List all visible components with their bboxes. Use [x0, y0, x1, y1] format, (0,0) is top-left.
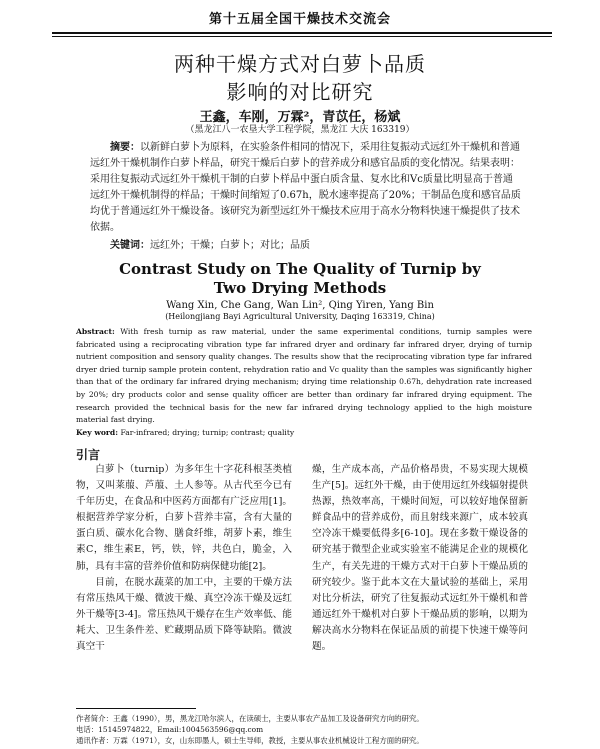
footnotes [76, 713, 536, 746]
header-rule-thick [52, 32, 552, 34]
footnote-contact: 电话：15145974822，Email:1004563596@qq.com [76, 725, 264, 734]
abstract-cn-label: 摘要： [110, 142, 140, 153]
abstract-cn [90, 140, 522, 236]
keywords-cn-text: 远红外；干燥；白萝卜；对比；品质 [150, 240, 310, 251]
abstract-en-text: With fresh turnip as raw material, under the same experimental conditions, turnip samples were fabricated using a reciprocating vibration type far infrared dryer and ordinary far infrared dryer, drying of turnip nutrient composition and sensory quality changes. The results show that the reciprocating vibration type far infrared dryer dried turnip sample protein content, rehydration ratio and Vc quality than the samples was significantly higher than that of the ordinary far infrared drying mechanism; drying time relationship 0.67h, dehydration rate increased by 20%; dry products color and sense quality officer are better than ordinary far infrared drying equipment. The research provided the technical basis for the new far infrared drying technology applied to the high moisture material fast drying. [76, 327, 532, 425]
authors-cn: 王鑫，车刚，万霖²，青苡任，杨斌 [199, 110, 401, 125]
journal-header: 第十五届全国干燥技术交流会 [208, 12, 391, 27]
title-en-line1: Contrast Study on The Quality of Turnip by [119, 260, 481, 278]
intro-paragraph-2-continued: 燥，生产成本高，产品价格昂贵，不易实现大规模生产[5]。远红外干燥，由于使用远红外线辐射提供热源，热效率高，干燥时间短，可以较好地保留新鲜食品中的营养成份，而且射线来源广，成本较真空冷冻干燥要低得多[6-10]。现在多数干燥设备的研究基于微型企业或实验室不能满足企业的规模化生产，有关先进的干燥方式对干白萝卜干燥品质的研究较少。鉴于此本文在大量试验的基础上，采用对比分析法，研究了往复振动式远红外干燥机和普通远红外干燥机对白萝卜干燥品质的影响，以期为解决高水分物料在保证品质的前提下快速干燥等问题。 [312, 464, 528, 653]
intro-column-left [76, 462, 292, 655]
footnote-rule [76, 708, 196, 709]
intro-paragraph-2: 目前，在脱水蔬菜的加工中，主要的干燥方法有常压热风干燥、微波干燥、真空冷冻干燥及远红外干燥等[3-4]。常压热风干燥存在生产效率低、能耗大、卫生条件差、贮藏期品质下降等缺陷。微波真空干 [76, 576, 292, 653]
keywords-en-label: Key word: [76, 428, 119, 437]
title-en-line2: Two Drying Methods [213, 279, 387, 297]
footnote-corresponding-author: 通讯作者：万霖（1971），女，山东即墨人，硕士生导师，教授，主要从事农业机械设计工程方面的研究。 [76, 736, 424, 745]
keywords-en-text: Far-infrared; drying; turnip; contrast; quality [120, 428, 295, 437]
keywords-cn-label: 关键词： [110, 240, 150, 251]
keywords-cn [90, 236, 522, 251]
abstract-en [76, 326, 532, 427]
title-cn-line2: 影响的对比研究 [226, 80, 374, 104]
section-heading-intro: 引言 [76, 448, 101, 462]
intro-column-right [312, 462, 528, 655]
authors-en: Wang Xin, Che Gang, Wan Lin², Qing Yiren, Yang Bin [166, 300, 434, 311]
keywords-en [76, 428, 532, 437]
title-cn-line1: 两种干燥方式对白萝卜品质 [174, 52, 426, 76]
abstract-cn-text: 以新鲜白萝卜为原料，在实验条件相同的情况下，采用往复振动式远红外干燥机和普通远红外干燥机制作白萝卜样品，研究干燥后白萝卜的营养成分和感官品质的变化情况。结果表明：采用往复振动式远红外干燥机干制的白萝卜样品中蛋白质含量、复水比和Vc质量比明显高于普通远红外干燥机制得的样品；干燥时间缩短了0.67h，脱水速率提高了20%；干制品色度和感官品质均优于普通远红外干燥设备。该研究为新型远红外干燥技术应用于高水分物料快速干燥提供了技术依据。 [90, 142, 521, 233]
abstract-en-label: Abstract: [76, 327, 115, 336]
intro-paragraph-1: 白萝卜（turnip）为多年生十字花科根茎类植物，又叫莱菔、芦菔、土人参等。从古代至今已有千年历史，在食品和中医药方面都有广泛应用[1]。根据营养学家分析，白萝卜营养丰富，含有大量的蛋白质、碳水化合物、膳食纤维，胡萝卜素，维生素C，维生素E，钙，铁，锌，共色白，脆金，入肺，具有丰富的营养价值和防病保健功能[2]。 [76, 464, 292, 572]
affiliation-en: (Heilongjiang Bayi Agricultural University, Daqing 163319, China) [165, 312, 435, 321]
affiliation-cn: （黑龙江八一农垦大学工程学院，黑龙江 大庆 163319） [185, 125, 415, 135]
footnote-author-bio: 作者简介：王鑫（1990），男，黑龙江哈尔滨人，在读硕士，主要从事农产品加工及设备研究方向的研究。 [76, 714, 424, 723]
header-rule-thin [52, 36, 552, 37]
